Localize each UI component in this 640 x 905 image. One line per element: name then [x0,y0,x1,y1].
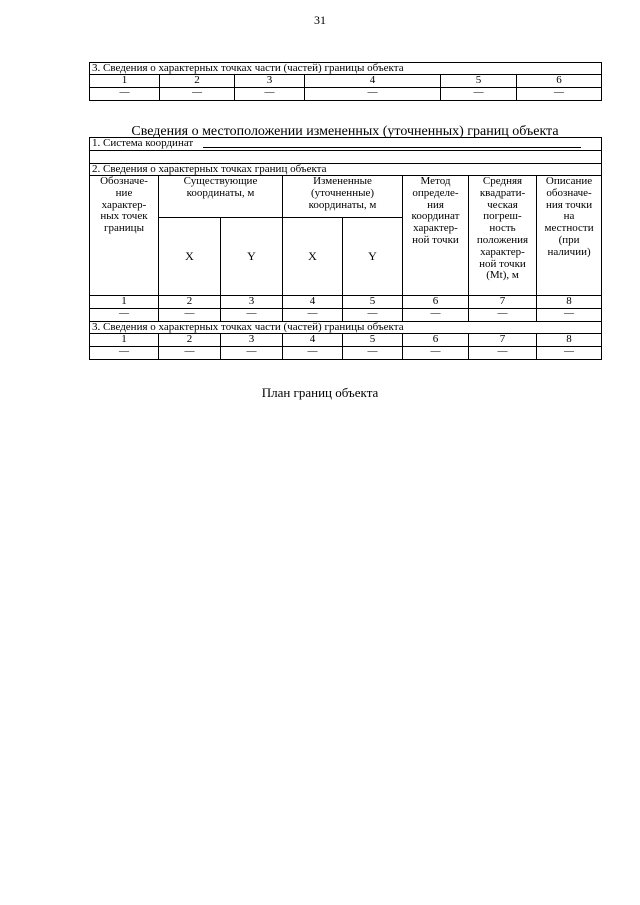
table-cell: — [305,88,441,101]
column-number: 2 [160,75,235,88]
boundary-points-table [89,137,602,360]
column-number: 7 [469,296,537,309]
parts-points-table-top [89,62,602,101]
column-number: 2 [159,296,221,309]
column-number: 8 [537,334,602,347]
section-3-label: 3. Сведения о характерных точках части (частей) границы объекта [90,322,602,334]
page-number: 31 [314,13,326,27]
coordinate-system-row [90,138,602,151]
column-number: 5 [343,334,403,347]
header-existing-coordinates: Существующие координаты, м [159,176,283,218]
table-cell: — [537,347,602,360]
column-number: 6 [517,75,602,88]
column-number: 7 [469,334,537,347]
header-method: Метод определе- ния координат характер- ной точки [403,176,469,296]
header-changed-x: X [283,218,343,296]
column-number: 5 [343,296,403,309]
coordinate-system-label: 1. Система координат [92,137,194,149]
column-number: 3 [221,334,283,347]
table-cell: — [159,309,221,322]
table-cell: — [283,309,343,322]
table-cell: — [343,347,403,360]
column-number: 4 [305,75,441,88]
column-number: 4 [283,334,343,347]
table-cell: — [90,88,160,101]
column-number: 3 [221,296,283,309]
table-cell: — [517,88,602,101]
column-number: 1 [90,334,159,347]
header-changed-y: Y [343,218,403,296]
spacer-row [90,151,602,164]
column-number: 1 [90,296,159,309]
table-cell: — [160,88,235,101]
table-cell: — [403,347,469,360]
header-designation: Обозначе- ние характер- ных точек границы [90,176,159,296]
column-number: 8 [537,296,602,309]
section-heading: Сведения о местоположении измененных (уточненных) границ объекта [131,124,559,139]
table-cell: — [469,347,537,360]
header-existing-y: Y [221,218,283,296]
column-number: 6 [403,334,469,347]
column-number: 1 [90,75,160,88]
table-cell: — [537,309,602,322]
header-changed-coordinates: Измененные (уточненные) координаты, м [283,176,403,218]
table-cell: — [159,347,221,360]
header-mean-error: Средняя квадрати- ческая погреш- ность положения характер- ной точки (Mt), м [469,176,537,296]
table-cell: — [235,88,305,101]
column-number: 5 [441,75,517,88]
plan-heading: План границ объекта [261,385,379,400]
coordinate-system-blank-line [203,138,581,148]
table-cell: — [283,347,343,360]
table-cell: — [469,309,537,322]
section-2-label: 2. Сведения о характерных точках границ объекта [90,164,602,176]
column-number: 4 [283,296,343,309]
table-cell: — [221,347,283,360]
header-existing-x: X [159,218,221,296]
table-cell: — [221,309,283,322]
column-number: 6 [403,296,469,309]
column-number: 2 [159,334,221,347]
table-cell: — [403,309,469,322]
header-point-description: Описание обозначе- ния точки на местности (при наличии) [537,176,602,296]
table-cell: — [90,309,159,322]
table-cell: — [343,309,403,322]
section-3-label: 3. Сведения о характерных точках части (частей) границы объекта [90,63,602,75]
table-cell: — [441,88,517,101]
table-cell: — [90,347,159,360]
column-number: 3 [235,75,305,88]
